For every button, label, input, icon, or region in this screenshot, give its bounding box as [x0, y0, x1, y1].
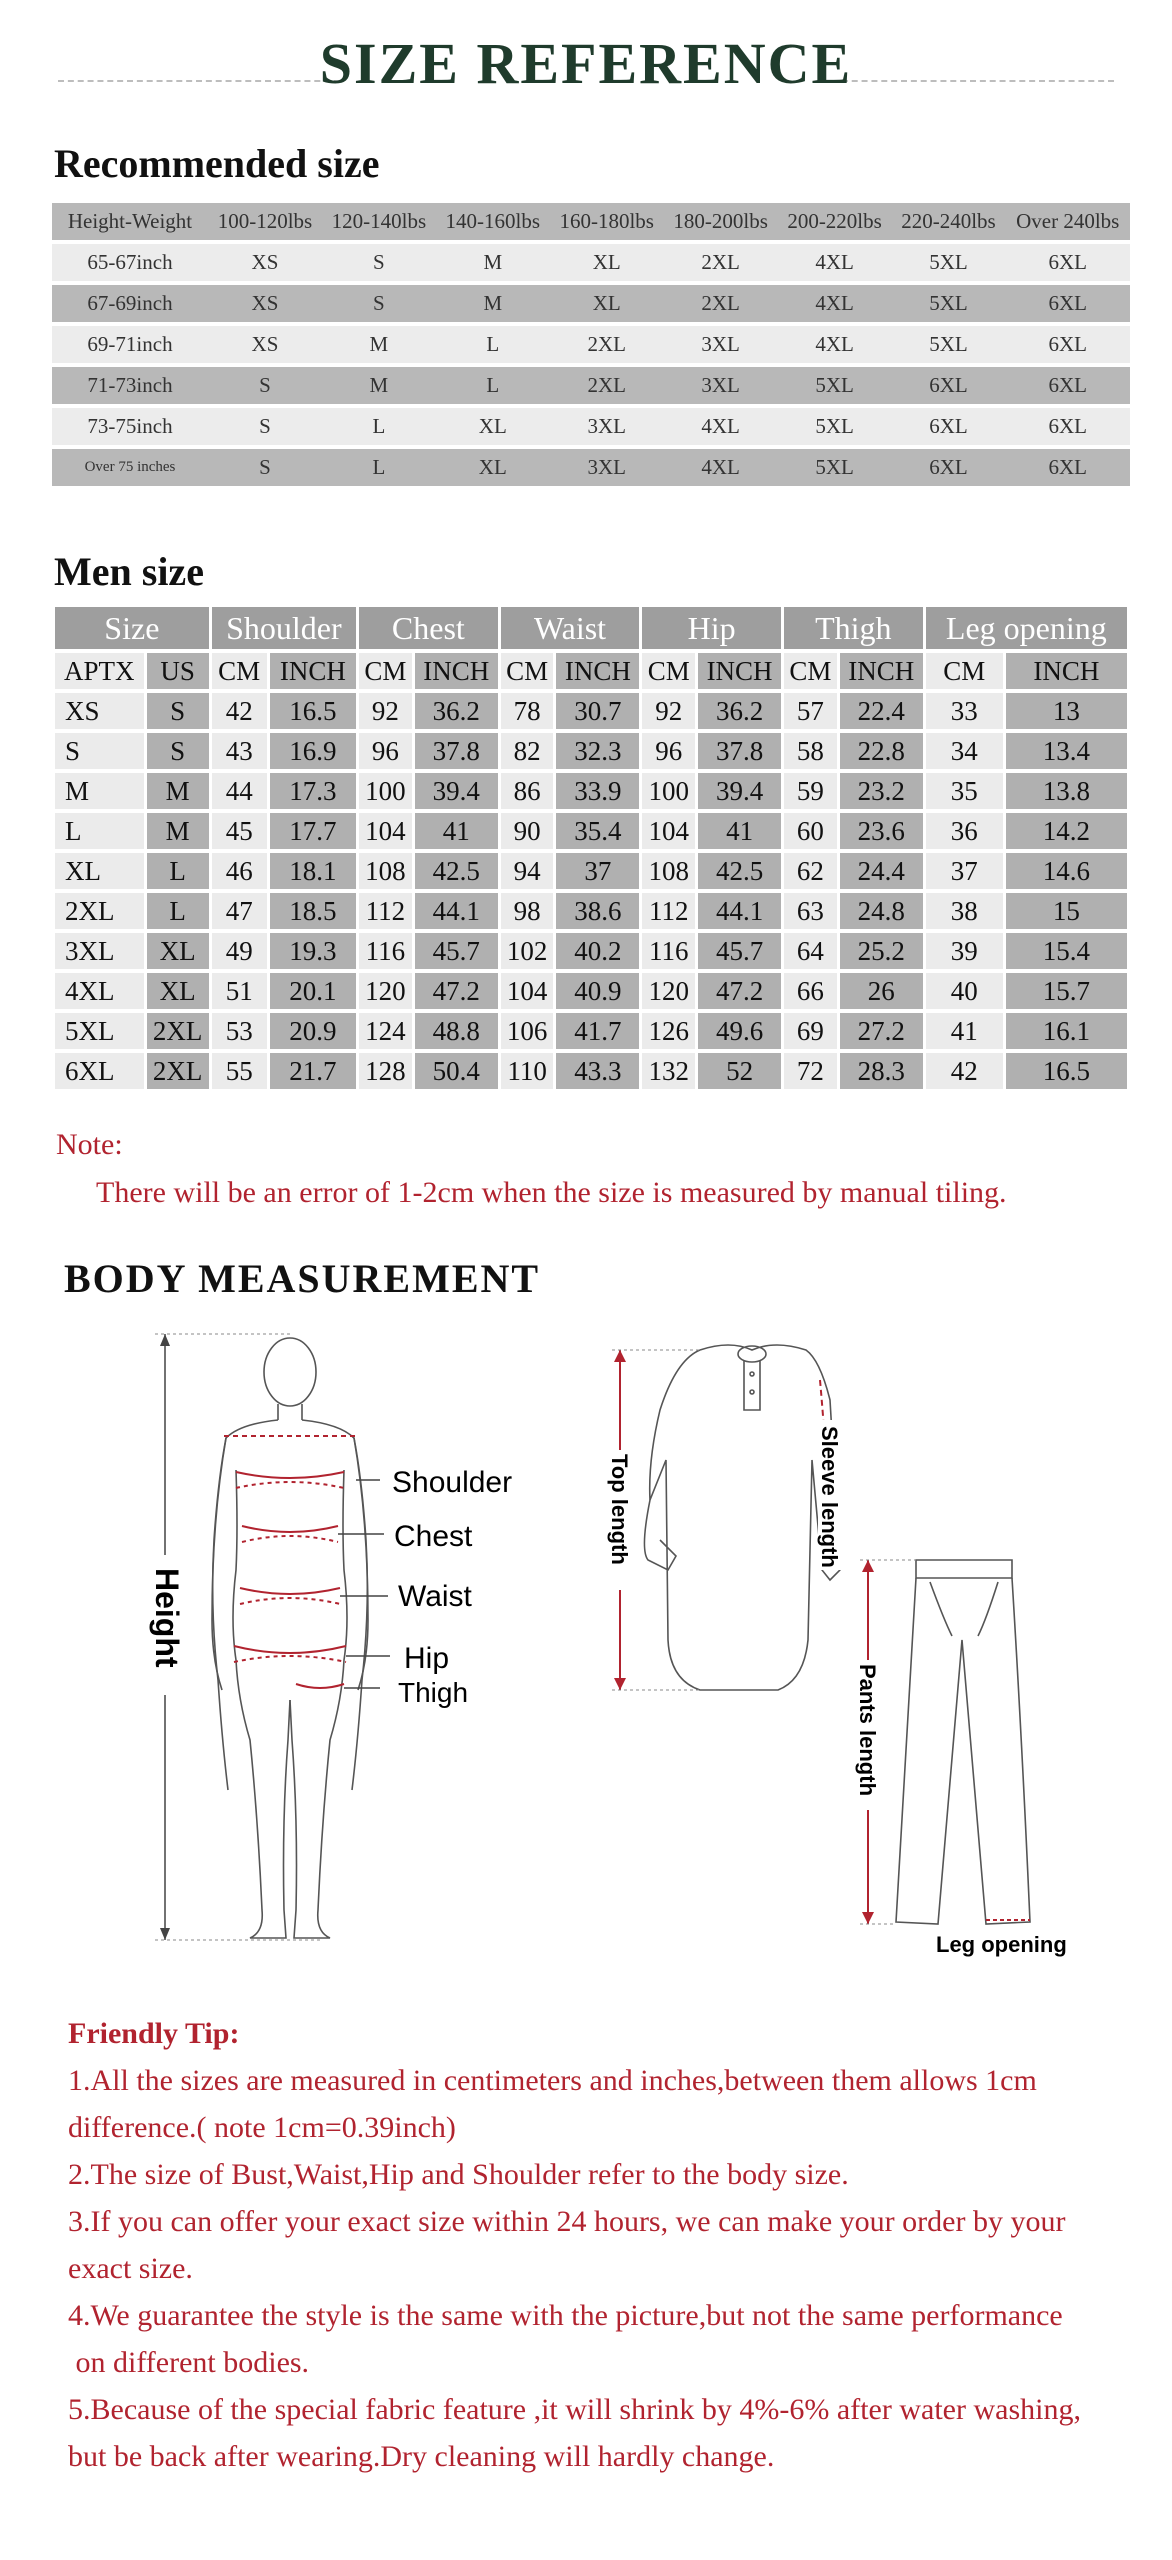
men-value-cell: 39.4 [698, 773, 781, 809]
men-value-cell: 39.4 [415, 773, 498, 809]
waist-label: Waist [398, 1580, 472, 1613]
men-value-cell: 36.2 [415, 693, 498, 729]
men-value-cell: 45 [212, 813, 267, 849]
rec-size-cell: L [322, 408, 436, 445]
rec-size-cell: 5XL [778, 367, 892, 404]
men-value-cell: 22.4 [840, 693, 923, 729]
men-value-cell: 63 [784, 893, 837, 929]
rec-height-cell: 71-73inch [52, 367, 208, 404]
tip-line: 1.All the sizes are measured in centimeters and inches,between them allows 1cm [68, 2064, 1037, 2097]
men-value-cell: 44 [212, 773, 267, 809]
men-value-cell: 47 [212, 893, 267, 929]
rec-header-cell: 100-120lbs [208, 203, 322, 240]
rec-size-cell: 3XL [550, 408, 664, 445]
men-value-cell: M [147, 773, 209, 809]
rec-size-cell: L [436, 367, 550, 404]
men-value-cell: 126 [642, 1013, 695, 1049]
note-text: There will be an error of 1-2cm when the size is measured by manual tiling. [96, 1176, 1007, 1209]
men-size-label-cell: S [55, 733, 144, 769]
rec-size-cell: S [208, 449, 322, 486]
rec-size-cell: 5XL [778, 408, 892, 445]
men-value-cell: 47.2 [698, 973, 781, 1009]
men-value-cell: 40.2 [556, 933, 639, 969]
men-value-cell: 94 [501, 853, 554, 889]
men-value-cell: 16.1 [1006, 1013, 1127, 1049]
men-size-label-cell: XS [55, 693, 144, 729]
men-value-cell: 92 [642, 693, 695, 729]
rec-size-cell: 6XL [1005, 367, 1130, 404]
rec-size-cell: L [322, 449, 436, 486]
men-value-cell: 42 [212, 693, 267, 729]
men-value-cell: 20.1 [270, 973, 356, 1009]
men-value-cell: 60 [784, 813, 837, 849]
men-value-cell: 64 [784, 933, 837, 969]
thigh-label: Thigh [398, 1677, 469, 1708]
tip-line: exact size. [68, 2252, 193, 2285]
men-value-cell: 41.7 [556, 1013, 639, 1049]
men-group-cell: Leg opening [926, 607, 1127, 649]
body-measurement-illustration [0, 1320, 1172, 1980]
men-subheader-cell: CM [642, 653, 695, 689]
men-value-cell: 13.8 [1006, 773, 1127, 809]
men-value-cell: 39 [926, 933, 1003, 969]
men-subheader-row [55, 653, 1127, 689]
men-value-cell: 18.5 [270, 893, 356, 929]
men-size-row [55, 933, 1127, 969]
rec-header-cell: 140-160lbs [436, 203, 550, 240]
rec-size-cell: M [322, 326, 436, 363]
rec-size-cell: 5XL [892, 244, 1006, 281]
men-size-label-cell: 4XL [55, 973, 144, 1009]
men-value-cell: 2XL [147, 1053, 209, 1089]
rec-size-cell: XS [208, 285, 322, 322]
men-value-cell: 15.4 [1006, 933, 1127, 969]
rec-header-cell: Height-Weight [52, 203, 208, 240]
men-value-cell: 14.6 [1006, 853, 1127, 889]
men-value-cell: 27.2 [840, 1013, 923, 1049]
men-subheader-cell: CM [359, 653, 412, 689]
men-group-row [55, 607, 1127, 649]
men-value-cell: 14.2 [1006, 813, 1127, 849]
rec-height-cell: 67-69inch [52, 285, 208, 322]
men-value-cell: 82 [501, 733, 554, 769]
men-subheader-cell: INCH [556, 653, 639, 689]
men-subheader-cell: CM [501, 653, 554, 689]
rec-size-cell: 6XL [892, 367, 1006, 404]
men-value-cell: 116 [642, 933, 695, 969]
shirt-icon [644, 1345, 840, 1690]
rec-size-cell: S [208, 408, 322, 445]
rec-size-cell: XS [208, 326, 322, 363]
men-value-cell: 41 [698, 813, 781, 849]
men-size-row [55, 973, 1127, 1009]
rec-size-cell: 6XL [1005, 449, 1130, 486]
men-value-cell: 40.9 [556, 973, 639, 1009]
men-value-cell: 49 [212, 933, 267, 969]
men-value-cell: 23.2 [840, 773, 923, 809]
men-value-cell: XL [147, 933, 209, 969]
men-value-cell: 66 [784, 973, 837, 1009]
men-size-label-cell: 5XL [55, 1013, 144, 1049]
rec-size-cell: 2XL [550, 367, 664, 404]
men-value-cell: 36.2 [698, 693, 781, 729]
men-value-cell: 96 [359, 733, 412, 769]
rec-size-cell: 3XL [550, 449, 664, 486]
men-value-cell: 25.2 [840, 933, 923, 969]
men-value-cell: 98 [501, 893, 554, 929]
rec-height-cell: 73-75inch [52, 408, 208, 445]
men-value-cell: 19.3 [270, 933, 356, 969]
rec-height-cell: Over 75 inches [52, 449, 208, 486]
men-size-label-cell: L [55, 813, 144, 849]
men-value-cell: 100 [642, 773, 695, 809]
men-size-row [55, 813, 1127, 849]
men-subheader-cell: INCH [840, 653, 923, 689]
men-value-cell: 47.2 [415, 973, 498, 1009]
hip-label: Hip [404, 1642, 450, 1675]
men-value-cell: 26 [840, 973, 923, 1009]
men-value-cell: 108 [359, 853, 412, 889]
rec-size-cell: 5XL [778, 449, 892, 486]
men-value-cell: 18.1 [270, 853, 356, 889]
men-size-label-cell: 3XL [55, 933, 144, 969]
recommended-row [52, 449, 1130, 486]
rec-size-cell: 5XL [892, 326, 1006, 363]
body-measurement-heading: BODY MEASUREMENT [64, 1256, 541, 1301]
rec-size-cell: XL [550, 244, 664, 281]
men-size-row [55, 693, 1127, 729]
rec-size-cell: S [208, 367, 322, 404]
tips-heading: Friendly Tip: [68, 2017, 240, 2050]
men-value-cell: 42.5 [415, 853, 498, 889]
men-subheader-cell: APTX [55, 653, 144, 689]
men-group-cell: Chest [359, 607, 498, 649]
men-size-table [52, 603, 1130, 1093]
men-value-cell: 92 [359, 693, 412, 729]
men-subheader-cell: INCH [1006, 653, 1127, 689]
rec-size-cell: M [436, 285, 550, 322]
men-value-cell: 42.5 [698, 853, 781, 889]
recommended-heading: Recommended size [54, 141, 380, 186]
men-group-cell: Shoulder [212, 607, 356, 649]
rec-size-cell: XS [208, 244, 322, 281]
men-value-cell: 132 [642, 1053, 695, 1089]
men-value-cell: 128 [359, 1053, 412, 1089]
men-value-cell: 106 [501, 1013, 554, 1049]
men-size-row [55, 1053, 1127, 1089]
rec-height-cell: 65-67inch [52, 244, 208, 281]
men-value-cell: 62 [784, 853, 837, 889]
men-subheader-cell: CM [926, 653, 1003, 689]
men-value-cell: 16.5 [1006, 1053, 1127, 1089]
tip-line: 3.If you can offer your exact size within 24 hours, we can make your order by your [68, 2205, 1066, 2238]
men-value-cell: 86 [501, 773, 554, 809]
rec-header-cell: 120-140lbs [322, 203, 436, 240]
men-value-cell: 38 [926, 893, 1003, 929]
men-value-cell: 34 [926, 733, 1003, 769]
men-value-cell: 102 [501, 933, 554, 969]
pants-length-label: Pants length [855, 1664, 880, 1797]
men-value-cell: 104 [642, 813, 695, 849]
tip-line: but be back after wearing.Dry cleaning will hardly change. [68, 2440, 775, 2473]
rec-size-cell: 6XL [1005, 408, 1130, 445]
men-value-cell: 52 [698, 1053, 781, 1089]
men-size-row [55, 1013, 1127, 1049]
rec-size-cell: 4XL [778, 244, 892, 281]
rec-size-cell: 6XL [1005, 244, 1130, 281]
rec-size-cell: 2XL [664, 285, 778, 322]
men-value-cell: L [147, 893, 209, 929]
rec-header-cell: 180-200lbs [664, 203, 778, 240]
men-value-cell: 15.7 [1006, 973, 1127, 1009]
men-value-cell: S [147, 733, 209, 769]
men-value-cell: 104 [359, 813, 412, 849]
rec-header-cell: 220-240lbs [892, 203, 1006, 240]
rec-size-cell: XL [550, 285, 664, 322]
men-value-cell: 48.8 [415, 1013, 498, 1049]
rec-size-cell: 3XL [664, 367, 778, 404]
men-value-cell: 108 [642, 853, 695, 889]
rec-size-cell: 2XL [550, 326, 664, 363]
men-value-cell: 78 [501, 693, 554, 729]
men-value-cell: 24.4 [840, 853, 923, 889]
rec-size-cell: 4XL [778, 326, 892, 363]
men-value-cell: 120 [642, 973, 695, 1009]
men-value-cell: 15 [1006, 893, 1127, 929]
men-value-cell: M [147, 813, 209, 849]
men-subheader-cell: INCH [415, 653, 498, 689]
rec-size-cell: S [322, 285, 436, 322]
men-value-cell: 32.3 [556, 733, 639, 769]
men-value-cell: 36 [926, 813, 1003, 849]
leg-opening-label: Leg opening [936, 1932, 1067, 1957]
rec-header-cell: 160-180lbs [550, 203, 664, 240]
men-value-cell: 110 [501, 1053, 554, 1089]
men-value-cell: 23.6 [840, 813, 923, 849]
men-value-cell: 49.6 [698, 1013, 781, 1049]
shoulder-label: Shoulder [392, 1466, 513, 1499]
rec-size-cell: 5XL [892, 285, 1006, 322]
men-value-cell: 51 [212, 973, 267, 1009]
men-value-cell: 30.7 [556, 693, 639, 729]
tip-line: 5.Because of the special fabric feature ,it will shrink by 4%-6% after water washing, [68, 2393, 1081, 2426]
men-size-row [55, 853, 1127, 889]
height-label: Height [149, 1568, 185, 1668]
men-value-cell: 120 [359, 973, 412, 1009]
men-value-cell: L [147, 853, 209, 889]
men-value-cell: 16.9 [270, 733, 356, 769]
page-title: SIZE REFERENCE [319, 31, 853, 96]
body-measure-lines [224, 1436, 356, 1688]
men-value-cell: 53 [212, 1013, 267, 1049]
rec-size-cell: 6XL [1005, 326, 1130, 363]
sleeve-length-label: Sleeve length [817, 1426, 842, 1568]
recommended-header-row [52, 203, 1130, 240]
rec-size-cell: 6XL [892, 408, 1006, 445]
men-value-cell: 40 [926, 973, 1003, 1009]
men-value-cell: 20.9 [270, 1013, 356, 1049]
men-group-cell: Size [55, 607, 209, 649]
rec-size-cell: 2XL [664, 244, 778, 281]
men-value-cell: 41 [415, 813, 498, 849]
men-value-cell: 33 [926, 693, 1003, 729]
men-size-heading: Men size [54, 549, 204, 594]
rec-size-cell: XL [436, 408, 550, 445]
men-value-cell: 41 [926, 1013, 1003, 1049]
men-value-cell: 104 [501, 973, 554, 1009]
men-value-cell: 21.7 [270, 1053, 356, 1089]
rec-size-cell: 4XL [664, 408, 778, 445]
men-value-cell: 17.7 [270, 813, 356, 849]
men-value-cell: XL [147, 973, 209, 1009]
men-value-cell: 55 [212, 1053, 267, 1089]
rec-size-cell: 6XL [892, 449, 1006, 486]
rec-header-cell: 200-220lbs [778, 203, 892, 240]
men-value-cell: 22.8 [840, 733, 923, 769]
men-size-label-cell: 6XL [55, 1053, 144, 1089]
men-value-cell: 44.1 [698, 893, 781, 929]
men-value-cell: S [147, 693, 209, 729]
men-value-cell: 112 [359, 893, 412, 929]
men-value-cell: 72 [784, 1053, 837, 1089]
men-size-row [55, 893, 1127, 929]
men-value-cell: 37 [556, 853, 639, 889]
men-value-cell: 45.7 [415, 933, 498, 969]
men-value-cell: 24.8 [840, 893, 923, 929]
men-size-label-cell: M [55, 773, 144, 809]
men-value-cell: 37.8 [698, 733, 781, 769]
men-size-row [55, 773, 1127, 809]
men-value-cell: 112 [642, 893, 695, 929]
recommended-row [52, 285, 1130, 322]
rec-size-cell: 4XL [778, 285, 892, 322]
men-subheader-cell: US [147, 653, 209, 689]
men-subheader-cell: INCH [698, 653, 781, 689]
note-label: Note: [56, 1128, 123, 1161]
tip-line: difference.( note 1cm=0.39inch) [68, 2111, 456, 2144]
top-length-label: Top length [607, 1454, 632, 1565]
men-value-cell: 116 [359, 933, 412, 969]
men-value-cell: 45.7 [698, 933, 781, 969]
men-value-cell: 69 [784, 1013, 837, 1049]
shirt-measures [608, 1350, 842, 1690]
tip-line: 2.The size of Bust,Waist,Hip and Shoulder refer to the body size. [68, 2158, 849, 2191]
men-value-cell: 50.4 [415, 1053, 498, 1089]
recommended-table [52, 199, 1130, 490]
men-value-cell: 90 [501, 813, 554, 849]
men-group-cell: Thigh [784, 607, 923, 649]
men-value-cell: 46 [212, 853, 267, 889]
rec-size-cell: S [322, 244, 436, 281]
recommended-row [52, 326, 1130, 363]
men-size-label-cell: 2XL [55, 893, 144, 929]
rec-size-cell: 4XL [664, 449, 778, 486]
men-value-cell: 17.3 [270, 773, 356, 809]
men-subheader-cell: INCH [270, 653, 356, 689]
friendly-tips [68, 2010, 1148, 2480]
rec-height-cell: 69-71inch [52, 326, 208, 363]
men-value-cell: 42 [926, 1053, 1003, 1089]
rec-size-cell: 3XL [664, 326, 778, 363]
men-value-cell: 59 [784, 773, 837, 809]
rec-size-cell: XL [436, 449, 550, 486]
men-size-label-cell: XL [55, 853, 144, 889]
men-subheader-cell: CM [212, 653, 267, 689]
men-value-cell: 38.6 [556, 893, 639, 929]
chest-label: Chest [394, 1520, 473, 1553]
rec-size-cell: M [436, 244, 550, 281]
men-value-cell: 37.8 [415, 733, 498, 769]
men-value-cell: 2XL [147, 1013, 209, 1049]
men-value-cell: 37 [926, 853, 1003, 889]
men-value-cell: 28.3 [840, 1053, 923, 1089]
rec-size-cell: M [322, 367, 436, 404]
men-value-cell: 44.1 [415, 893, 498, 929]
men-value-cell: 35 [926, 773, 1003, 809]
men-value-cell: 96 [642, 733, 695, 769]
human-figure-icon [212, 1338, 368, 1938]
men-group-cell: Waist [501, 607, 640, 649]
men-value-cell: 13.4 [1006, 733, 1127, 769]
rec-size-cell: L [436, 326, 550, 363]
men-subheader-cell: CM [784, 653, 837, 689]
men-value-cell: 43 [212, 733, 267, 769]
men-size-row [55, 733, 1127, 769]
rec-size-cell: 6XL [1005, 285, 1130, 322]
men-value-cell: 16.5 [270, 693, 356, 729]
recommended-row [52, 408, 1130, 445]
pants-icon [896, 1560, 1030, 1924]
rec-header-cell: Over 240lbs [1005, 203, 1130, 240]
men-value-cell: 33.9 [556, 773, 639, 809]
men-value-cell: 124 [359, 1013, 412, 1049]
recommended-row [52, 367, 1130, 404]
men-value-cell: 35.4 [556, 813, 639, 849]
men-value-cell: 100 [359, 773, 412, 809]
men-value-cell: 57 [784, 693, 837, 729]
men-group-cell: Hip [642, 607, 781, 649]
men-value-cell: 43.3 [556, 1053, 639, 1089]
men-value-cell: 13 [1006, 693, 1127, 729]
recommended-row [52, 244, 1130, 281]
tip-line: 4.We guarantee the style is the same with the picture,but not the same performance [68, 2299, 1063, 2332]
tip-line: on different bodies. [68, 2346, 310, 2379]
men-value-cell: 58 [784, 733, 837, 769]
